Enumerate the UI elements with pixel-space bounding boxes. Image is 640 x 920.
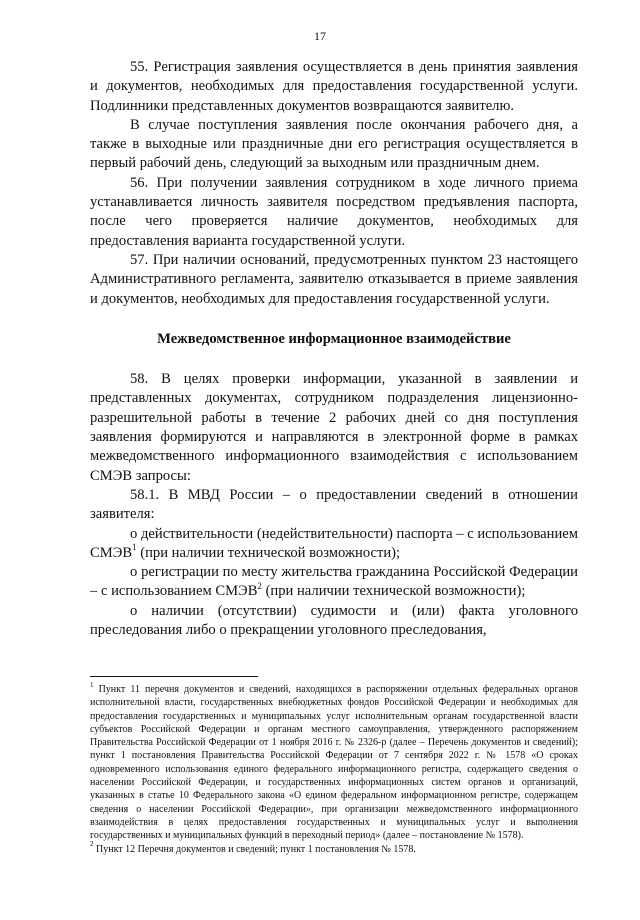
paragraph-56: 56. При получении заявления сотрудником в ходе личного приема устанавливается личность заявителя посредством предъявления паспорта, после чего проверяется наличие документов, необходимых для предоставления варианта государственной услуги.	[90, 174, 578, 249]
document-body	[90, 58, 578, 640]
footnotes	[90, 680, 578, 856]
footnote-2	[90, 840, 578, 856]
footnote-divider	[90, 676, 258, 677]
footnote-ref-2: 2	[257, 580, 262, 591]
footnote-ref-1: 1	[132, 541, 137, 552]
footnote-2-text: Пункт 12 Перечня документов и сведений; пункт 1 постановления № 1578.	[93, 843, 416, 855]
paragraph-58-1: 58.1. В МВД России – о предоставлении сведений в отношении заявителя:	[90, 486, 578, 523]
list-item-registration-note: (при наличии технической возможности);	[261, 583, 526, 600]
footnote-1-mark: 1	[90, 680, 94, 689]
list-item-registration-text: о регистрации по месту жительства гражданина Российской Федерации – с использованием СМЭВ	[90, 564, 578, 600]
paragraph-57: 57. При наличии оснований, предусмотренных пунктом 23 настоящего Административного регламента, заявителю отказывается в приеме заявления и документов, необходимых для предоставления государственной услуги.	[90, 251, 578, 307]
list-item-passport-text: о действительности (недействительности) паспорта – с использованием СМЭВ	[90, 525, 578, 561]
footnote-2-mark: 2	[90, 840, 94, 849]
paragraph-58: 58. В целях проверки информации, указанной в заявлении и представленных документах, сотрудником подразделения лицензионно-разрешительной работы в течение 2 рабочих дней со дня поступления заявления формируются и направляются в электронной форме в рамках межведомственного информационного взаимодействия с использованием СМЭВ запросы:	[90, 371, 578, 484]
list-item-criminal-record: о наличии (отсутствии) судимости и (или) факта уголовного преследования либо о прекращении уголовного преследования,	[90, 602, 578, 639]
section-heading: Межведомственное информационное взаимодействие	[157, 330, 511, 347]
page-number: 17	[314, 29, 326, 43]
paragraph-55: 55. Регистрация заявления осуществляется в день принятия заявления и документов, необходимых для предоставления государственной услуги. Подлинники представленных документов возвращаются заявителю.	[90, 59, 578, 114]
footnote-1	[90, 680, 578, 843]
paragraph-55-continued: В случае поступления заявления после окончания рабочего дня, а также в выходные или праздничные дни его регистрация осуществляется в первый рабочий день, следующий за выходным или праздничным днем.	[90, 116, 578, 172]
list-item-passport	[90, 525, 578, 564]
list-item-registration	[90, 563, 578, 602]
footnote-1-text: Пункт 11 перечня документов и сведений, находящихся в распоряжении отдельных федеральных органов исполнительной власти, государственных внебюджетных фондов Российской Федерации и необходимых для предоставления государственных и муниципальных услуг исполнительным органам государственной власти субъектов Российской Федерации и органам местного самоуправления, утвержденного распоряжением Правительства Российской Федерации от 1 ноября 2016 г. № 2326-р (далее – Перечень документов и сведений); пункт 1 постановления Правительства Российской Федерации от 7 сентября 2022 г. № 1578 «О сроках одновременного использования единого федерального информационного регистра, содержащего сведения о населении Российской Федерации, и государственных информационных систем органов и организаций, указанных в статье 10 Федерального закона «О едином федеральном информационном регистре, содержащем сведения о населении Российской Федерации», при организации межведомственного информационного взаимодействия в целях предоставления государственных и муниципальных услуг и выполнения государственных и муниципальных функций в переходный период» (далее – постановление № 1578).	[90, 684, 578, 842]
list-item-passport-note: (при наличии технической возможности);	[136, 544, 401, 561]
